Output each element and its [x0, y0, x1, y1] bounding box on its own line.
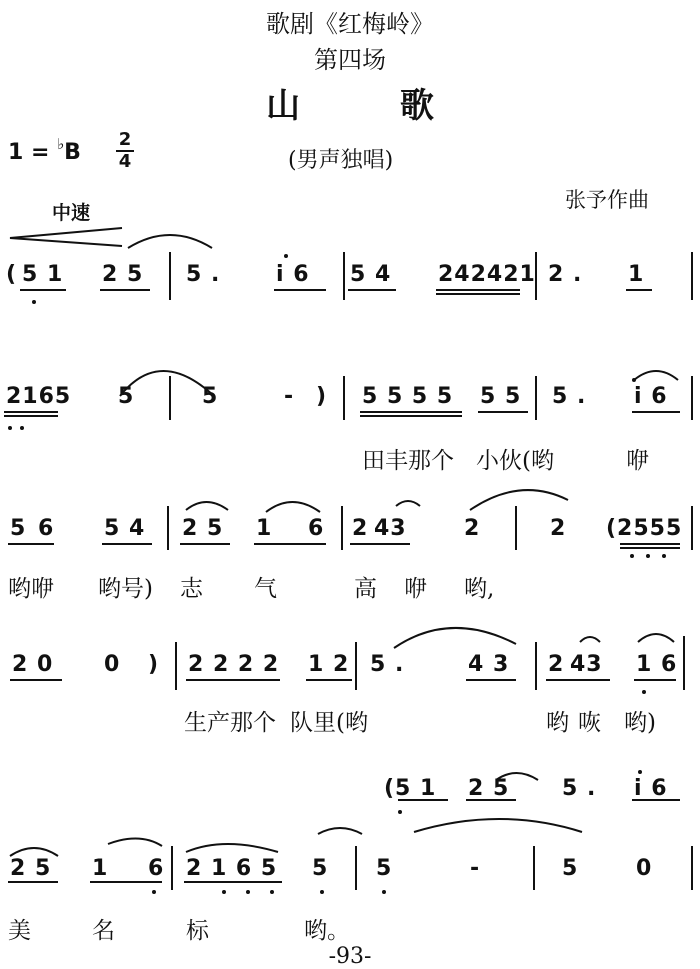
- note-group: 2 .: [548, 262, 583, 287]
- lyric: 哟: [546, 710, 569, 736]
- note: 2: [464, 516, 481, 541]
- note-group: 1 2: [308, 652, 350, 677]
- lyric: 哟咿: [8, 576, 54, 602]
- lyric: 哟。: [304, 918, 350, 944]
- note: 1: [92, 856, 109, 881]
- lyric: 标: [186, 918, 209, 944]
- note-group: 5: [202, 384, 219, 409]
- note-group: 2 5: [10, 856, 52, 881]
- note-group: i 6: [634, 384, 668, 409]
- beam-underlines: [4, 290, 683, 882]
- lyric: 哟,: [464, 576, 495, 602]
- note-group: 43: [374, 516, 407, 541]
- note-group: 2 5: [102, 262, 144, 287]
- lyric: 队里(哟: [290, 710, 368, 736]
- lyric: 气: [254, 576, 277, 602]
- lyric: 咿: [404, 576, 427, 602]
- note-group: 2 5: [468, 776, 510, 801]
- flat-sign: ♭: [57, 135, 65, 153]
- note: 2: [352, 516, 369, 541]
- lyric: 小伙(哟: [476, 448, 554, 474]
- note: 2: [550, 516, 567, 541]
- note: 6: [308, 516, 325, 541]
- lyric: 田丰那个: [362, 448, 454, 474]
- lyric: 哟): [624, 710, 656, 736]
- octave-dots: [8, 254, 666, 894]
- note-group: 1 6: [636, 652, 678, 677]
- note-group: 2165: [6, 384, 72, 409]
- note: 1: [256, 516, 273, 541]
- key-letter: B: [64, 140, 81, 165]
- note-group: 1: [628, 262, 645, 287]
- time-denominator: 4: [116, 150, 134, 172]
- note: 6: [148, 856, 165, 881]
- key-prefix: 1 =: [8, 140, 50, 165]
- lyric: 生产那个: [184, 710, 276, 736]
- note-group: 5 5 5 5: [362, 384, 454, 409]
- note-group: 2 0: [12, 652, 54, 677]
- close-paren: ): [148, 652, 160, 677]
- note-group: i 6: [276, 262, 310, 287]
- page-number: -93-: [328, 944, 372, 969]
- note-group: 5 5: [480, 384, 522, 409]
- rest-dash: -: [284, 384, 295, 409]
- composer-credit: 张予作曲: [565, 188, 649, 212]
- open-paren: (: [6, 262, 18, 287]
- note: 0: [104, 652, 121, 677]
- lyric: 咿: [626, 448, 649, 474]
- opera-title: 歌剧《红梅岭》: [266, 10, 434, 38]
- note-group: 43: [570, 652, 603, 677]
- song-title: 山 歌: [266, 86, 478, 126]
- note-group: 5 4: [350, 262, 392, 287]
- note: 6: [38, 516, 55, 541]
- scene-title: 第四场: [314, 46, 386, 74]
- note: 5: [376, 856, 393, 881]
- hairpin: [10, 228, 122, 246]
- note-group: 5: [118, 384, 135, 409]
- note-group: 2 2 2 2: [188, 652, 280, 677]
- time-numerator: 2: [118, 129, 132, 150]
- lyric: 哟号): [98, 576, 153, 602]
- voice-designation: (男声独唱): [288, 148, 394, 173]
- tempo-marking: 中速: [52, 202, 91, 224]
- lyric: 名: [92, 918, 115, 944]
- note-group: 5 .: [552, 384, 587, 409]
- note-group: 4 3: [468, 652, 510, 677]
- lyric: 高: [354, 576, 377, 602]
- slurs: [10, 235, 678, 856]
- note-group: 5 4: [104, 516, 146, 541]
- note-group: 2 1 6 5: [186, 856, 278, 881]
- rest-dash: -: [470, 856, 481, 881]
- lyric: 美: [8, 918, 31, 944]
- note-group: 5 .: [562, 776, 597, 801]
- note-group: 5 1: [22, 262, 64, 287]
- close-paren: ): [316, 384, 328, 409]
- note-group: (5 1: [384, 776, 437, 801]
- lyric: 志: [180, 576, 203, 602]
- note: 5: [10, 516, 27, 541]
- bar-lines: [168, 252, 692, 890]
- note-group: i 6: [634, 776, 668, 801]
- note-group: (2555: [606, 516, 683, 541]
- note: 0: [636, 856, 653, 881]
- lyric: 咴: [578, 710, 601, 736]
- note-group: 5 .: [186, 262, 221, 287]
- note: 5: [312, 856, 329, 881]
- note-group: 5 .: [370, 652, 405, 677]
- note-group: 2 5: [182, 516, 224, 541]
- note-group: 242421: [438, 262, 536, 287]
- note: 2: [548, 652, 565, 677]
- note: 5: [562, 856, 579, 881]
